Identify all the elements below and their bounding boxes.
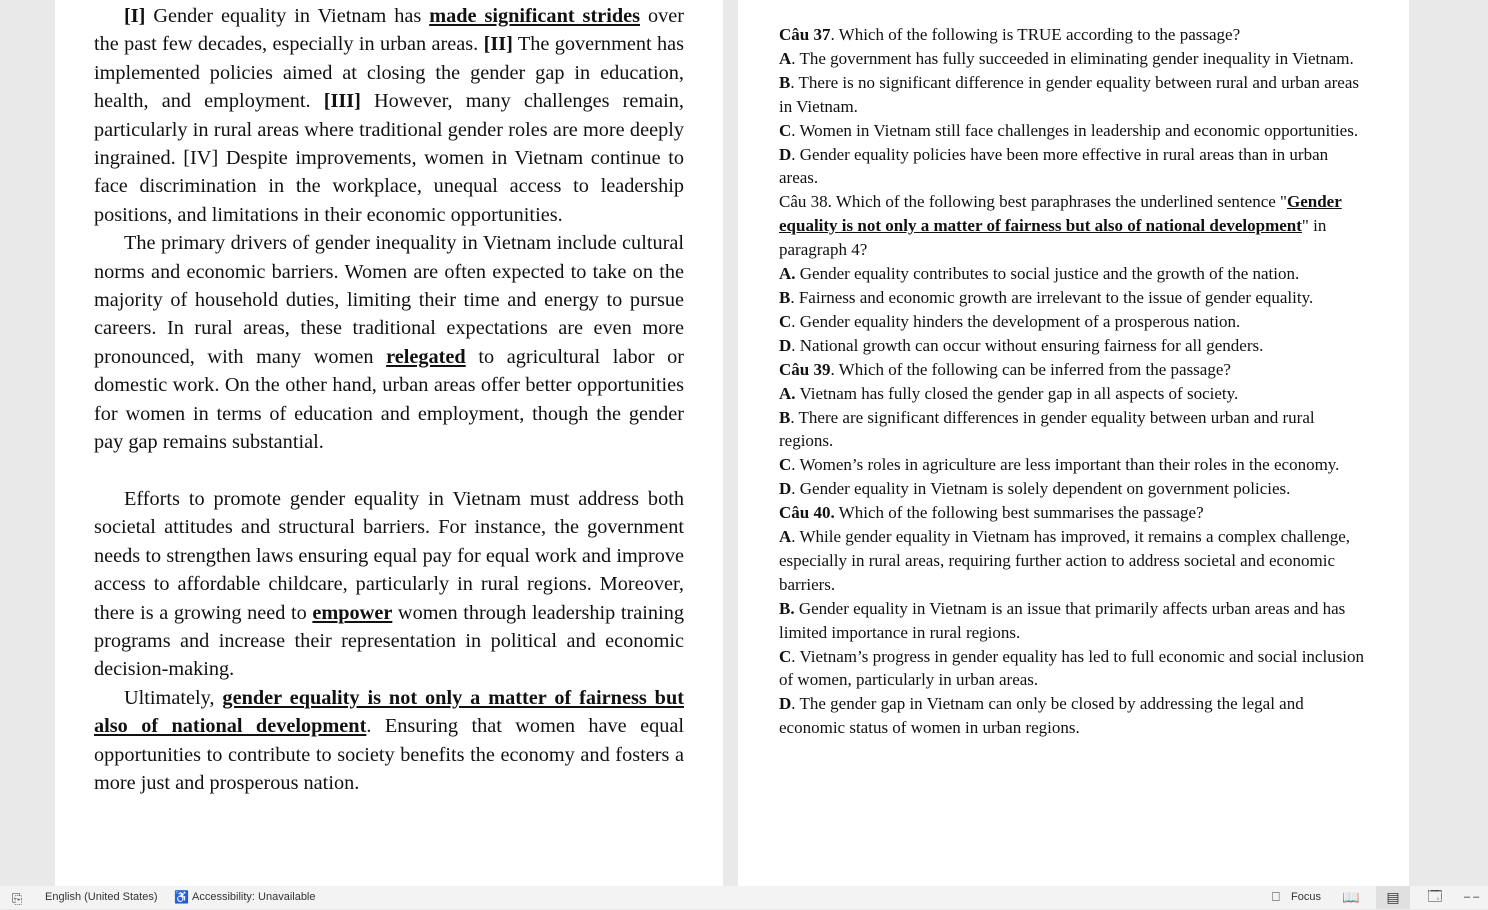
text-run: D (779, 479, 792, 499)
text-run: . There is no significant difference in gender equality between rural and urban areas in Vietnam. (779, 72, 1359, 116)
text-run: Câu 37 (779, 25, 831, 44)
question-line (779, 286, 1369, 310)
text-run: The primary drivers of gender inequality in Vietnam include cultural norms and economic barriers. Women are often expected to take on the majority of household duties, limiting their time and energy to pursue careers. In rural areas, these traditional expectations are even more pronounced, with many women (94, 232, 684, 368)
text-run: B. (779, 598, 795, 618)
text-run: The government has implemented policies aimed at closing the gender gap in education, health, and employment. (94, 33, 685, 113)
text-run: . Women’s roles in agriculture are less important than their roles in the economy. (791, 455, 1340, 475)
underlined-text: made significant strides (429, 5, 641, 27)
underlined-text: empower (312, 601, 393, 624)
language-status[interactable]: English (United States) (45, 891, 158, 903)
text-run: . Which of the following is TRUE according to the passage? (830, 25, 1241, 44)
question-line (779, 382, 1369, 406)
passage-text (94, 2, 684, 797)
question-line (779, 71, 1369, 119)
text-run: C (779, 120, 792, 140)
underlined-text: relegated (386, 345, 466, 368)
paragraph (94, 485, 684, 684)
text-run: D (779, 144, 792, 164)
question-line (779, 477, 1369, 501)
question-line (779, 47, 1369, 71)
focus-icon: ⎕ (1272, 889, 1280, 904)
text-run: . Gender equality in Vietnam is solely dependent on government policies. (791, 479, 1291, 499)
underlined-text: Gender equality is not only a matter of fairness but also of national development (779, 192, 1342, 236)
text-run: C (779, 646, 792, 666)
question-line (779, 143, 1369, 191)
text-run: women through leadership training programs and increase their representation in political and economic decision-making. (94, 601, 684, 681)
text-run: A. (779, 383, 796, 403)
text-run: [III] (323, 90, 361, 113)
text-run: A. (779, 264, 796, 284)
text-run: . National growth can occur without ensuring fairness for all genders. (791, 335, 1264, 355)
text-run: [II] (483, 33, 513, 56)
document-page-left (55, 0, 723, 886)
text-run: . Gender equality policies have been more effective in rural areas than in urban areas. (779, 144, 1329, 188)
document-page-right (738, 0, 1409, 886)
text-run: " in paragraph 4? (779, 216, 1327, 260)
web-layout-icon[interactable]: 🗔 (1427, 887, 1443, 904)
text-run: Câu 40. (779, 503, 835, 523)
text-run: . Gender equality hinders the development of a prosperous nation. (791, 311, 1241, 331)
text-run: However, many challenges remain, particularly in rural areas where traditional gender roles are more deeply ingrained. [IV] Despite improvements, women in Vietnam continue to face discrimination in the workplace, unequal access to leadership positions, and limitations in their economic opportunities. (94, 90, 684, 226)
text-run: Gender equality in Vietnam has (145, 5, 430, 27)
text-run: . While gender equality in Vietnam has improved, it remains a complex challenge, especially in rural areas, requiring further action to address societal and economic barriers. (779, 527, 1350, 594)
text-run: Which of the following best summarises the passage? (834, 503, 1204, 523)
text-run: . The government has fully succeeded in eliminating gender inequality in Vietnam. (791, 48, 1354, 68)
text-run: over the past few decades, especially in urban areas. (94, 5, 685, 56)
question-line (779, 310, 1369, 334)
questions-text (779, 23, 1369, 740)
question-line (779, 645, 1369, 693)
text-run: . Fairness and economic growth are irrelevant to the issue of gender equality. (790, 287, 1314, 307)
text-run: . There are significant differences in gender equality between urban and rural regions. (779, 407, 1315, 451)
question-line (779, 453, 1369, 477)
text-run: . Which of the following can be inferred from the passage? (830, 359, 1231, 379)
question-line (779, 597, 1369, 645)
question-line (779, 406, 1369, 454)
question-line (779, 190, 1369, 262)
underlined-text: gender equality is not only a matter of fairness but also of national development (94, 686, 684, 738)
text-run: . Vietnam’s progress in gender equality has led to full economic and social inclusion of women, particularly in urban areas. (779, 646, 1365, 690)
paragraph (94, 684, 684, 798)
text-run: A (779, 527, 792, 547)
text-run: B (779, 407, 791, 427)
print-layout-icon[interactable]: ▤ (1376, 886, 1410, 909)
accessibility-icon: ♿ (174, 890, 189, 904)
question-line (779, 692, 1369, 740)
text-run: B (779, 72, 791, 92)
zoom-slider[interactable]: – – (1464, 891, 1480, 903)
text-run: . The gender gap in Vietnam can only be closed by addressing the legal and economic status of women in urban regions. (779, 694, 1304, 738)
question-line (779, 334, 1369, 358)
text-run: D (779, 335, 792, 355)
status-bar (0, 886, 1488, 909)
text-run: Gender equality contributes to social justice and the growth of the nation. (795, 264, 1300, 284)
question-line (779, 525, 1369, 597)
paragraph (94, 229, 684, 456)
text-run: Ultimately, (124, 686, 223, 709)
question-line (779, 501, 1369, 525)
text-run: B (779, 287, 791, 307)
text-run: Câu 39 (779, 359, 831, 379)
read-mode-icon[interactable]: 📖 (1342, 889, 1360, 905)
text-run: C (779, 455, 792, 475)
text-run: [I] (124, 5, 146, 27)
accessibility-status[interactable]: Accessibility: Unavailable (192, 891, 316, 903)
text-run: Gender equality in Vietnam is an issue that primarily affects urban areas and has limited importance in rural regions. (779, 598, 1346, 642)
text-run: to agricultural labor or domestic work. On the other hand, urban areas offer better opportunities for women in terms of education and employment, though the gender pay gap remains substantial. (94, 345, 684, 454)
question-line (779, 119, 1369, 143)
focus-button[interactable]: Focus (1291, 891, 1321, 903)
text-run: . Ensuring that women have equal opportunities to contribute to society benefits the economy and fosters a more just and prosperous nation. (94, 715, 684, 794)
text-run: Câu 38. Which of the following best paraphrases the underlined sentence " (779, 192, 1287, 212)
question-line (779, 262, 1369, 286)
question-line (779, 358, 1369, 382)
text-run: Vietnam has fully closed the gender gap in all aspects of society. (795, 383, 1239, 403)
proofing-icon[interactable]: ⎘ (12, 891, 23, 906)
question-line (779, 23, 1369, 47)
text-run: C (779, 311, 792, 331)
text-run: . Women in Vietnam still face challenges in leadership and economic opportunities. (791, 120, 1359, 140)
text-run: A (779, 48, 792, 68)
text-run: Efforts to promote gender equality in Vietnam must address both societal attitudes and structural barriers. For instance, the government needs to strengthen laws ensuring equal pay for equal work and improve access to affordable childcare, particularly in rural regions. Moreover, there is a growing need to (94, 487, 684, 624)
paragraph (94, 2, 684, 229)
text-run: D (779, 694, 792, 714)
